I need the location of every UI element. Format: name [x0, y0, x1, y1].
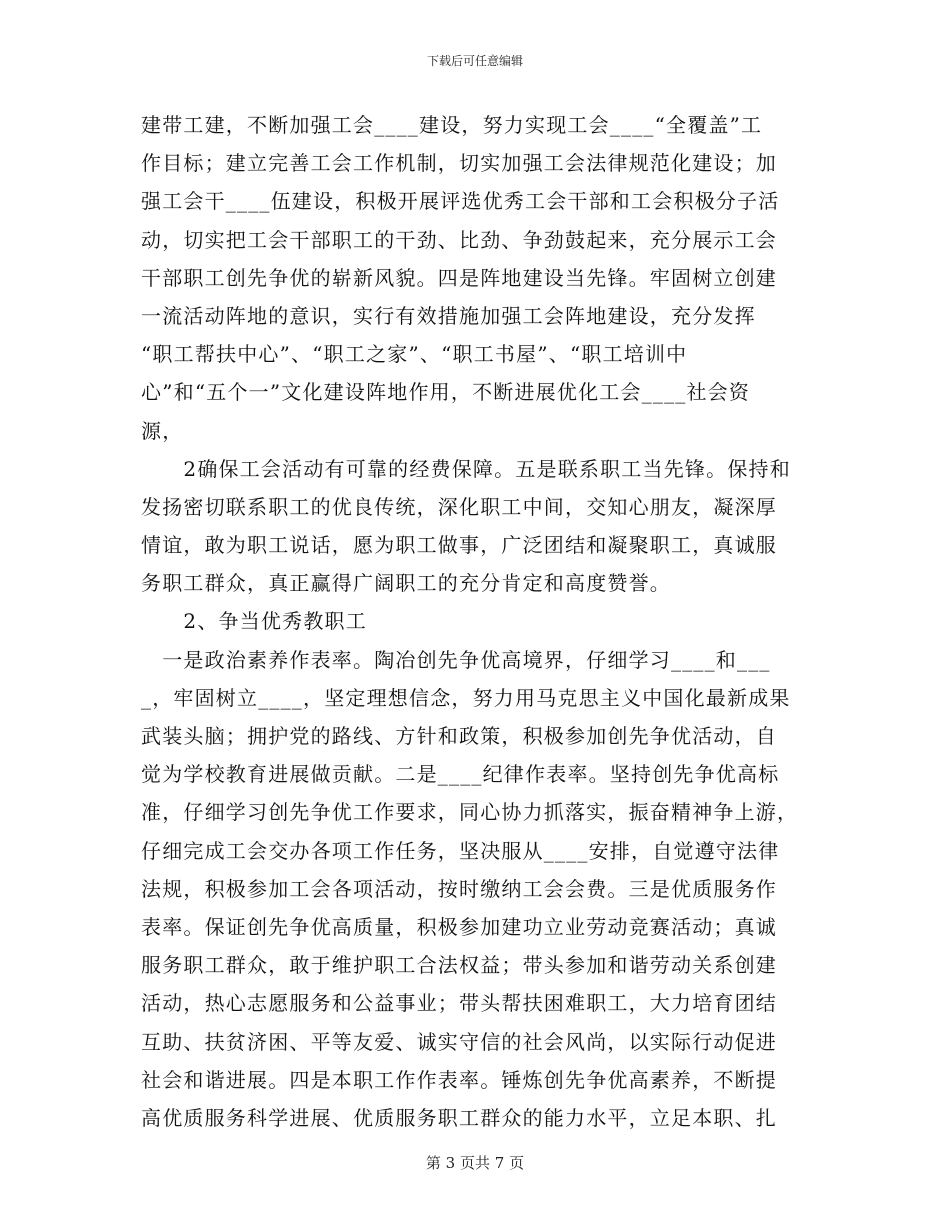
document-body	[141, 106, 811, 1137]
text-line: 动，切实把工会干部职工的干劲、比劲、争劲鼓起来，充分展示工会	[141, 227, 777, 252]
text-line: 准，仔细学习创先争优工作要求，同心协力抓落实，振奋精神争上游，	[141, 800, 799, 825]
text-line: 一是政治素养作表率。陶冶创先争优高境界，仔细学习____和___	[141, 647, 771, 672]
text-line: 武装头脑；拥护党的路线、方针和政策，积极参加创先争优活动，自	[141, 724, 777, 748]
text-line: 社会和谐进展。四是本职工作作表率。锤炼创先争优高素养，不断提	[141, 1067, 777, 1092]
text-line: “职工帮扶中心”、“职工之家”、“职工书屋”、“职工培训中	[141, 342, 688, 367]
text-line: 干部职工创先争优的崭新风貌。四是阵地建设当先锋。牢固树立创建	[141, 265, 777, 290]
text-line: 建带工建，不断加强工会____建设，努力实现工会____“全覆盖”工	[141, 113, 763, 137]
text-line: 一流活动阵地的意识，实行有效措施加强工会阵地建设，充分发挥	[141, 303, 756, 328]
text-line: 觉为学校教育进展做贡献。二是____纪律作表率。坚持创先争优高标	[141, 762, 780, 787]
text-line: 作目标；建立完善工会工作机制，切实加强工会法律规范化建设；加	[141, 151, 777, 176]
text-line: 服务职工群众，敢于维护职工合法权益；带头参加和谐劳动关系创建	[141, 953, 777, 978]
text-line: 务职工群众，真正赢得广阔职工的充分肯定和高度赞誉。	[141, 571, 671, 596]
text-line: 法规，积极参加工会各项活动，按时缴纳工会会费。三是优质服务作	[141, 876, 777, 901]
text-line: 强工会干____伍建设，积极开展评选优秀工会干部和工会积极分子活	[141, 189, 780, 214]
text-line: 发扬密切联系职工的优良传统，深化职工中间，交知心朋友，凝深厚	[141, 494, 777, 519]
text-line: _，牢固树立____，坚定理想信念，努力用马克思主义中国化最新成果	[141, 685, 791, 710]
text-line: 源，	[141, 418, 184, 443]
text-line: 活动，热心志愿服务和公益事业；带头帮扶困难职工，大力培育团结	[141, 991, 777, 1016]
page-header: 下载后可任意编辑	[426, 54, 523, 68]
text-line: 表率。保证创先争优高质量，积极参加建功立业劳动竞赛活动；真诚	[141, 914, 777, 939]
text-line: 心”和“五个一”文化建设阵地作用，不断进展优化工会____社会资	[141, 380, 751, 405]
text-line: 仔细完成工会交办各项工作任务，坚决服从____安排，自觉遵守法律	[141, 838, 780, 863]
text-line: 情谊，敢为职工说话，愿为职工做事，广泛团结和凝聚职工，真诚服	[141, 533, 777, 558]
text-line: 2确保工会活动有可靠的经费保障。五是联系职工当先锋。保持和	[141, 456, 791, 481]
page-footer: 第 3 页共 7 页	[425, 1154, 525, 1172]
text-line: 互助、扶贫济困、平等友爱、诚实守信的社会风尚，以实际行动促进	[141, 1029, 777, 1054]
text-line: 高优质服务科学进展、优质服务职工群众的能力水平，立足本职、扎	[141, 1105, 777, 1130]
section-heading: 2、争当优秀教职工	[141, 609, 367, 634]
